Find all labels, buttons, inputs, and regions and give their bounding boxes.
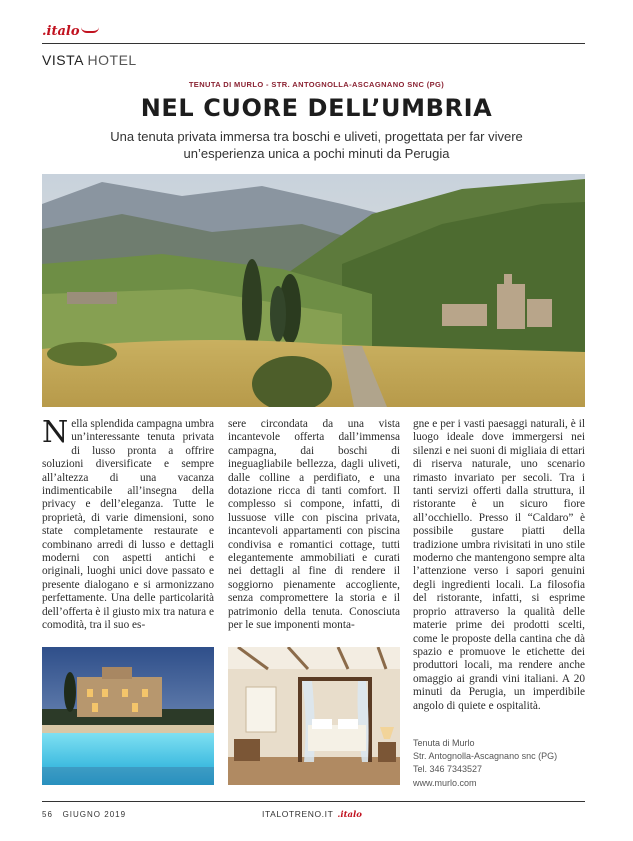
villa-pool-illustration bbox=[42, 647, 214, 785]
contact-name: Tenuta di Murlo bbox=[413, 738, 475, 748]
footer-page-info bbox=[42, 810, 126, 819]
section-main: VISTA bbox=[42, 52, 84, 68]
italo-logo-text: .italo bbox=[42, 24, 80, 39]
article-column-3 bbox=[413, 418, 585, 736]
italo-logo-footer: .italo bbox=[337, 810, 362, 820]
site-url[interactable]: ITALOTRENO.IT bbox=[262, 809, 334, 819]
contact-info bbox=[413, 737, 585, 790]
logo-swoosh-icon bbox=[81, 27, 99, 33]
column-1-text: ella splendida campagna umbra un’interessante tenuta privata di lusso pronta a offrire soluzioni diversificate e sempre all’altezza di una vacanza indimenticabile all’insegna della privacy e dell’eleganza. Tutte le proprietà, di varie dimensioni, sono state completamente restaurate e combinano arredi di lusso e dettagli moderni con aspetti antichi e originali, luoghi unici dove passato e presente dialogano e si armonizzano perfettamente. Una delle particolarità dell’offerta è il giusto mix tra natura e comodità, tra il suo es- bbox=[42, 418, 214, 632]
drop-cap: N bbox=[42, 418, 69, 450]
page-number: 56 bbox=[42, 810, 53, 819]
section-label bbox=[42, 52, 137, 68]
bedroom-illustration bbox=[228, 647, 400, 785]
bottom-divider bbox=[42, 801, 585, 802]
footer-site bbox=[262, 809, 362, 820]
column-3-text: gne e per i vasti paesaggi naturali, è il luogo ideale dove immergersi nei silenzi e nei suoni di migliaia di ettari di riserva naturale, uno scenario rimasto invariato per secoli. Tra i tanti servizi offerti dalla struttura, il ristorante è un sicuro fiore all’occhiello. Presso il “Caldaro” è possibile gustare piatti della tradizione umbra rivisitati in uno stile moderno che mantengono sempre alta l’attenzione verso i sapori genuini degli ingredienti locali. La filosofia del ristorante, infatti, si esprime proprio attraverso la qualità delle materie prime dei prodotti scelti, come le proposte della cantina che dà spazio e promuove le etichette dei produttori locali, ma rendere anche omaggio ai grandi vini italiani. A 20 minuti da Perugia, un imperdibile angolo di quiete e ospitalità. bbox=[413, 418, 585, 712]
column-2-text: sere circondata da una vista incantevole offerta dall’immensa campagna, dai boschi di ineguagliabile bellezza, dagli uliveti, dalle colline a perdifiato, e una dotazione ricca di tanti comfort. Il complesso si compone, infatti, di lussuose ville con piscina privata, incantevoli appartamenti con piscina condivisa e romantici cottage, tutti elegantemente ammobiliati e curati nei dettagli al fine di rendere il soggiorno pienamente accogliente, senza compromettere la storia e il patrimonio della tenuta. Conosciuta per le sue imponenti monta- bbox=[228, 418, 400, 632]
issue-date: GIUGNO 2019 bbox=[62, 810, 127, 819]
top-divider bbox=[42, 43, 585, 44]
photo-villa-pool bbox=[42, 647, 214, 785]
section-sub: HOTEL bbox=[87, 52, 137, 68]
article-kicker: TENUTA DI MURLO - STR. ANTOGNOLLA-ASCAGNANO SNC (PG) bbox=[188, 80, 445, 89]
contact-website[interactable]: www.murlo.com bbox=[413, 777, 477, 788]
hero-photo-umbria-landscape bbox=[42, 174, 585, 407]
landscape-illustration bbox=[42, 174, 585, 407]
contact-phone: Tel. 346 7343527 bbox=[413, 764, 483, 775]
contact-address: Str. Antognolla-Ascagnano snc (PG) bbox=[413, 751, 558, 762]
article-column-1 bbox=[42, 418, 214, 640]
article-subtitle: Una tenuta privata immersa tra boschi e uliveti, progettata per far vivere un’esperienza unica a pochi minuti da Perugia bbox=[110, 129, 523, 161]
article-title: NEL CUORE DELL’UMBRIA bbox=[140, 94, 493, 122]
article-column-2 bbox=[228, 418, 400, 658]
photo-bedroom bbox=[228, 647, 400, 785]
italo-logo-top bbox=[42, 24, 99, 39]
